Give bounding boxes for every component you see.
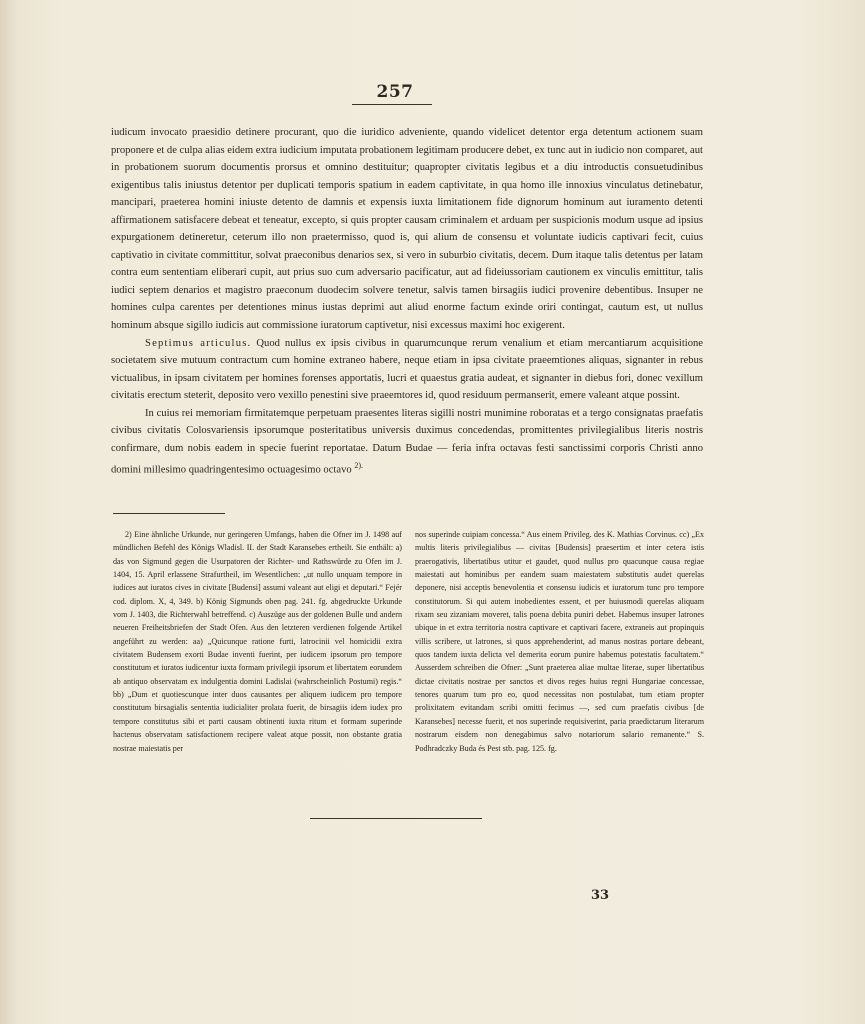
paragraph-3-text: In cuius rei memoriam firmitatemque perpetuam praesentes literas sigilli nostri munimine roboratas et a tergo consignatas praefatis civibus civitatis Colosvariensis ipsorumque posteritatibus universis duximus concedendas, promittentes privilegialibus literis nostris confirmare, dum nobis eadem in specie fuerint reportatae. Datum Budae — feria infra octavas festi sanctissimi corporis Christi anno domini millesimo quadringentesimo octuagesimo octavo — [111, 407, 703, 476]
page-number: 257 — [376, 82, 414, 102]
header-rule — [352, 104, 432, 105]
paragraph-3 — [111, 405, 703, 480]
signature-mark: 33 — [590, 888, 610, 903]
footnote-separator — [113, 513, 225, 514]
bottom-rule — [310, 818, 482, 819]
article-heading: Septimus articulus. — [145, 337, 252, 349]
footnote-text-left: 2) Eine ähnliche Urkunde, nur geringeren Umfangs, haben die Ofner im J. 1498 auf mündlichen Befehl des Königs Wladisl. II. der Stadt Karansebes ertheilt. Sie enthält: a) das von Sigmund gegen die Usurpatoren der Richter- und Rathswürde zu Ofen im J. 1404, 15. April erlassene Strafurtheil, im Wesentlichen: „ut nullo unquam tempore in iudices aut iuratos cives in civitate [Budensi] assumi valeant aut eligi et deputari.“ Fejér cod. diplom. X, 4, 349. b) König Sigmunds oben pag. 241. fg. abgedruckte Urkunde vom J. 1403, die Richterwahl betreffend. c) Auszüge aus der goldenen Bulle und andern neueren Freiheitsbriefen der Stadt Ofen. Aus den letzteren verdienen folgende Artikel angeführt zu werden: aa) „Quicunque ratione furti, latrocinii vel homicidii extra civitatem Budensem exorti Budae inventi fuerint, per iudicem ipsorum pro tempore constitutum et iuratos iudicentur iuxta formam privilegii ipsorum et libertatem eorundem ab antiquo observatam ex indulgentia domini Ladislai (wahrscheinlich Postumi) regis.“ bb) „Dum et quotiescunque inter duos causantes per aliquem iudicem pro tempore constitutum birsagialis sententia iudicialiter prolata fuerit, de birsagiis idem iudex pro tempore constitutus sibi et parti causam obtinenti iuxta ritum et formam superinde hactenus observatam satisfactionem recipere valeat atque possit, non obstante gratia nostrae maiestatis per — [113, 530, 402, 753]
paragraph-1: iudicum invocato praesidio detinere procurant, quo die iuridico adveniente, quando videlicet detentor erga detentum actionem suam proponere et de culpa alias eidem extra iudicium imputata probationem legitimam producere debet, ex tunc aut in iudicio non comparet, aut in probationem suorum documentis prorsus et omnino destituitur; quapropter civitatis legibus et a diu introductis consuetudinibus exigentibus talis iniustus detentor per duplicati temporis spatium in eadem captivitate, in qua homo ille innoxius vinculatus detinebatur, mancipari, praeterea homini iniuste detento de damnis et expensis iuxta limitationem fide dignorum hominum aut iuramento detenti affirmationem satisfacere debeat et teneatur, excepto, si quis propter causam criminalem et arduam per suspicionis modum usque ad ipsius expurgationem detineretur, ceterum illo non praetermisso, quod is, qui alium de consensu et voluntate iudicis captivari fecit, cuius captivatio in civitate committitur, solvat praeconibus denarios sex, si vero in suburbio civitatis, decem. Dum itaque talis detentus per latam contra eum sententiam eliberari cupit, aut prius suo cum adversario pacificatur, aut ad fideiussoriam cautionem ex vinculis emittitur, talis iudici septem denarios et magistro praeconum duodecim solvere tenetur, salvis tamen birsagiis iudici provenire debentibus. Insuper ne homines culpa carentes per detentiones minus iustas deprimi aut aliud enorme factum exinde oriri contingat, cautum est, ut nullus hominum absque sigillo iudicis aut commissione iuratorum captivetur, nisi excessus maximi hoc exigerent. — [111, 127, 703, 332]
footnote-column-left — [113, 528, 402, 755]
main-text — [111, 124, 703, 479]
footnotes — [113, 528, 704, 755]
footnote-column-right — [415, 528, 704, 755]
paragraph-2 — [111, 335, 703, 405]
paragraph-2-text: Quod nullus ex ipsis civibus in quarumcunque rerum venalium et etiam mercantiarum acquisitione societatem sive mutuum contractum cum homine extraneo habere, neque etiam in ipsa civitate praeemtiones aliquas, signanter in rebus victualibus, in ipsam civitatem per homines forenses apportatis, lucri et quaestus gratia audeat, et signanter in diebus fori, donec vexillum civitatis erectum steterit, deposito vero vexillo penestini sive praeemtores id, quod residuum permanserit, emere valeant atque possint. — [111, 337, 704, 402]
footnote-ref: 2). — [354, 461, 363, 471]
footnote-text-right: nos superinde cuipiam concessa.“ Aus einem Privileg. des K. Mathias Corvinus. cc) „Ex multis literis privilegialibus — civitas [Budensis] praesertim et inter cetera istis praerogativis, libertatibus utitur et gaudet, quod nullus pro quacunque causa regiae maiestati aut hominibus per eandem suam maiestatem substitutis audet querelas deponere, nisi acceptis benevolentia et consensu iudicis et iuratorum tunc pro tempore constitutorum. Si qui autem inobedientes essent, et per huiusmodi querelas aliquam rixam seu zizaniam moveret, talis poena debita puniri debet. Habemus insuper latrones ubique in et extra territoria nostra captivare et captivari facere, extraneis aut propinquis villis scribere, ut latrones, si quos apprehenderint, ad manus nostras portare debeant, quos tandem iuxta delicta vel demerita eorum punire habemus potestatis facultatem.“ Ausserdem schreiben die Ofner: „Sunt praeterea aliae multae literae, super libertatibus dictae civitatis nostrae per sanctos et divos reges huius regni Hungariae concessae, tenores quarum tum pro eo, quod necessitas non postulabat, tum etiam propter prolixitatem evitandam scribi omitti fecimus —, sed cum praefatis civibus [de Karansebes] necesse fuerit, et nos superinde requisiverint, paria praedictarum literarum nostrarum eisdem non denegabimus salvo notariorum salario remanente.“ S. Podhradczky Buda és Pest stb. pag. 125. fg. — [415, 530, 704, 753]
